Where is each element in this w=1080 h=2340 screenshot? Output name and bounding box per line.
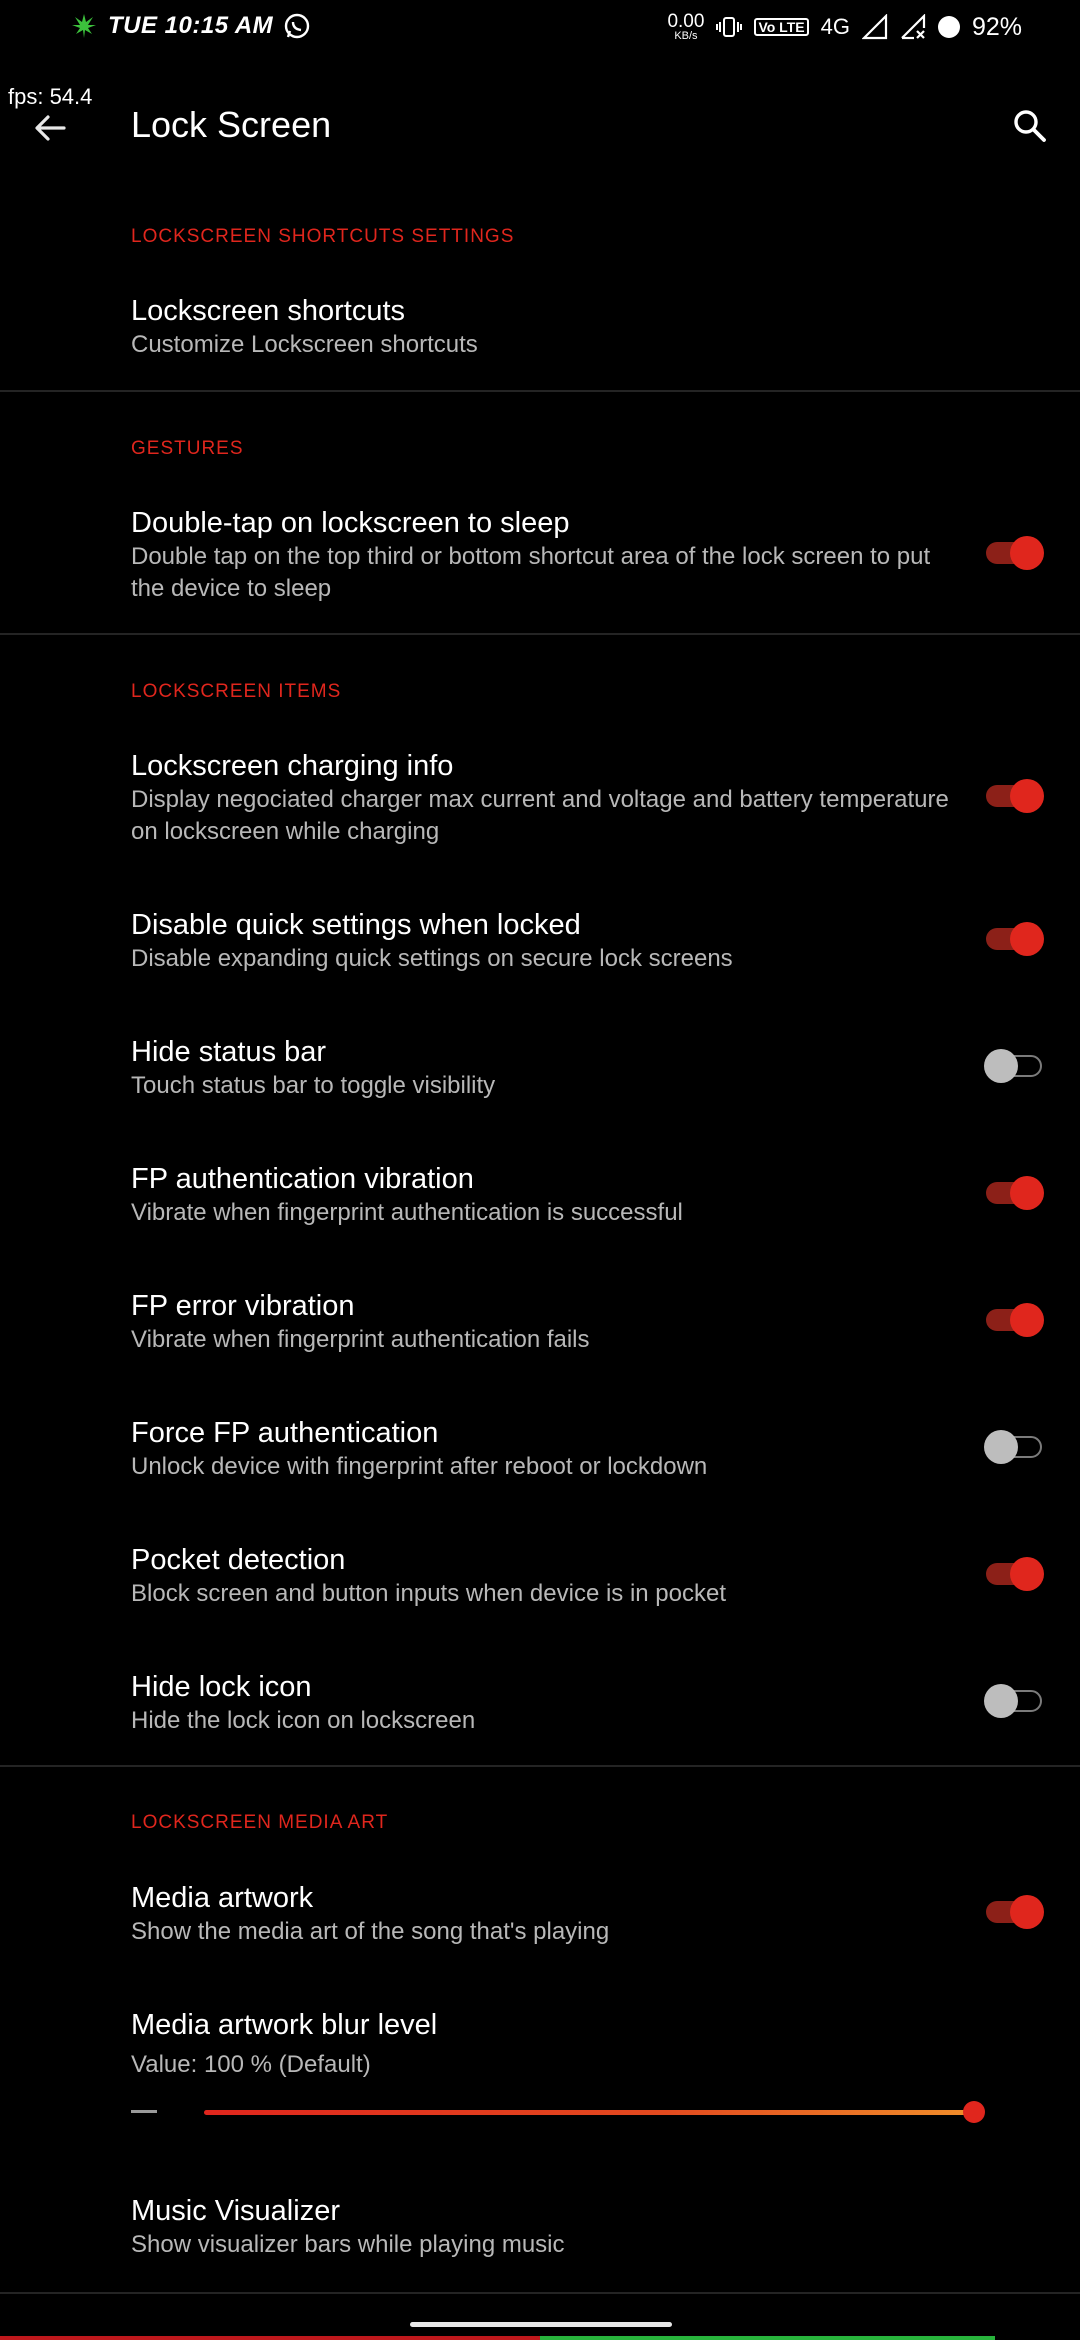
setting-fp-auth-vibration[interactable] [131, 1161, 951, 1229]
setting-subtitle: Unlock device with fingerprint after reboot or lockdown [131, 1453, 708, 1480]
setting-disable-quick-settings[interactable] [131, 907, 951, 975]
setting-fp-error-vibration[interactable] [131, 1288, 951, 1356]
setting-subtitle: Vibrate when fingerprint authentication is successful [131, 1199, 683, 1226]
toggle-double-tap-sleep[interactable] [986, 536, 1042, 570]
volte-badge: Vo LTE [754, 18, 808, 36]
leaf-icon [70, 12, 98, 40]
setting-pocket-detection[interactable] [131, 1542, 951, 1610]
section-header-gestures: GESTURES [131, 438, 244, 459]
setting-title: Media artwork [131, 1882, 314, 1914]
setting-lockscreen-shortcuts[interactable] [131, 293, 951, 361]
signal-icon [862, 14, 888, 40]
setting-title: Force FP authentication [131, 1417, 439, 1449]
toggle-hide-lock-icon[interactable] [986, 1684, 1042, 1718]
status-bar-right [667, 12, 1022, 42]
section-divider [0, 633, 1080, 635]
blur-level-slider-thumb[interactable] [963, 2101, 985, 2123]
setting-subtitle: Vibrate when fingerprint authentication fails [131, 1326, 590, 1353]
setting-subtitle: Disable expanding quick settings on secure lock screens [131, 945, 733, 972]
setting-title: Hide status bar [131, 1036, 327, 1068]
signal-no-service-icon [900, 14, 926, 40]
page-title: Lock Screen [131, 104, 332, 145]
setting-subtitle: Touch status bar to toggle visibility [131, 1072, 496, 1099]
setting-title: Lockscreen charging info [131, 750, 454, 782]
setting-title: FP error vibration [131, 1290, 355, 1322]
fps-counter: fps: 54.4 [8, 84, 93, 109]
setting-hide-lock-icon[interactable] [131, 1669, 951, 1737]
network-type: 4G [820, 14, 850, 39]
setting-title: Music Visualizer [131, 2195, 340, 2227]
toggle-fp-auth-vibration[interactable] [986, 1176, 1042, 1210]
setting-media-blur-level[interactable] [131, 2007, 951, 2081]
setting-music-visualizer[interactable] [131, 2193, 951, 2261]
vibrate-icon [716, 14, 742, 40]
setting-title: Double-tap on lockscreen to sleep [131, 507, 570, 539]
section-header-lockscreen-items: LOCKSCREEN ITEMS [131, 681, 342, 702]
section-header-shortcuts: LOCKSCREEN SHORTCUTS SETTINGS [131, 226, 515, 247]
status-time: TUE 10:15 AM [108, 12, 274, 39]
net-speed [667, 12, 704, 42]
home-gesture-bar[interactable] [410, 2322, 672, 2327]
toggle-disable-quick-settings[interactable] [986, 922, 1042, 956]
status-bar-left [70, 12, 311, 40]
status-bar [0, 0, 1080, 58]
whatsapp-icon [283, 12, 311, 40]
setting-media-artwork[interactable] [131, 1880, 951, 1948]
setting-value: Value: 100 % (Default) [131, 2051, 371, 2078]
battery-icon [938, 16, 960, 38]
section-divider [0, 390, 1080, 392]
toggle-charging-info[interactable] [986, 779, 1042, 813]
toggle-fp-error-vibration[interactable] [986, 1303, 1042, 1337]
bottom-accent-line-green [540, 2336, 995, 2340]
section-divider [0, 2292, 1080, 2294]
setting-title: Lockscreen shortcuts [131, 295, 406, 327]
toggle-force-fp-auth[interactable] [986, 1430, 1042, 1464]
setting-hide-status-bar[interactable] [131, 1034, 951, 1102]
toggle-hide-status-bar[interactable] [986, 1049, 1042, 1083]
setting-title: Disable quick settings when locked [131, 909, 581, 941]
setting-subtitle: Show visualizer bars while playing music [131, 2231, 565, 2258]
bottom-accent-line-red [0, 2336, 540, 2340]
setting-title: Pocket detection [131, 1544, 346, 1576]
setting-subtitle: Customize Lockscreen shortcuts [131, 331, 478, 358]
blur-level-slider-track[interactable] [204, 2110, 972, 2115]
toggle-pocket-detection[interactable] [986, 1557, 1042, 1591]
net-speed-unit: KB/s [674, 30, 698, 42]
setting-title: Media artwork blur level [131, 2009, 438, 2041]
setting-double-tap-sleep[interactable] [131, 505, 951, 605]
setting-charging-info[interactable] [131, 748, 951, 848]
app-bar [0, 90, 1080, 166]
search-icon[interactable] [1010, 106, 1050, 146]
setting-subtitle: Show the media art of the song that's playing [131, 1918, 610, 1945]
setting-subtitle: Double tap on the top third or bottom shortcut area of the lock screen to put the device to sleep [131, 543, 931, 602]
setting-subtitle: Display negociated charger max current and voltage and battery temperature on lockscreen while charging [131, 786, 949, 845]
setting-title: Hide lock icon [131, 1671, 312, 1703]
section-divider [0, 1765, 1080, 1767]
setting-subtitle: Hide the lock icon on lockscreen [131, 1707, 476, 1734]
setting-title: FP authentication vibration [131, 1163, 474, 1195]
slider-minus-icon[interactable] [131, 2110, 157, 2113]
net-speed-value: 0.00 [667, 11, 705, 32]
battery-percent: 92% [971, 12, 1022, 41]
section-header-media-art: LOCKSCREEN MEDIA ART [131, 1812, 389, 1833]
back-arrow-icon[interactable] [30, 108, 70, 148]
toggle-media-artwork[interactable] [986, 1895, 1042, 1929]
setting-subtitle: Block screen and button inputs when device is in pocket [131, 1580, 727, 1607]
setting-force-fp-auth[interactable] [131, 1415, 951, 1483]
